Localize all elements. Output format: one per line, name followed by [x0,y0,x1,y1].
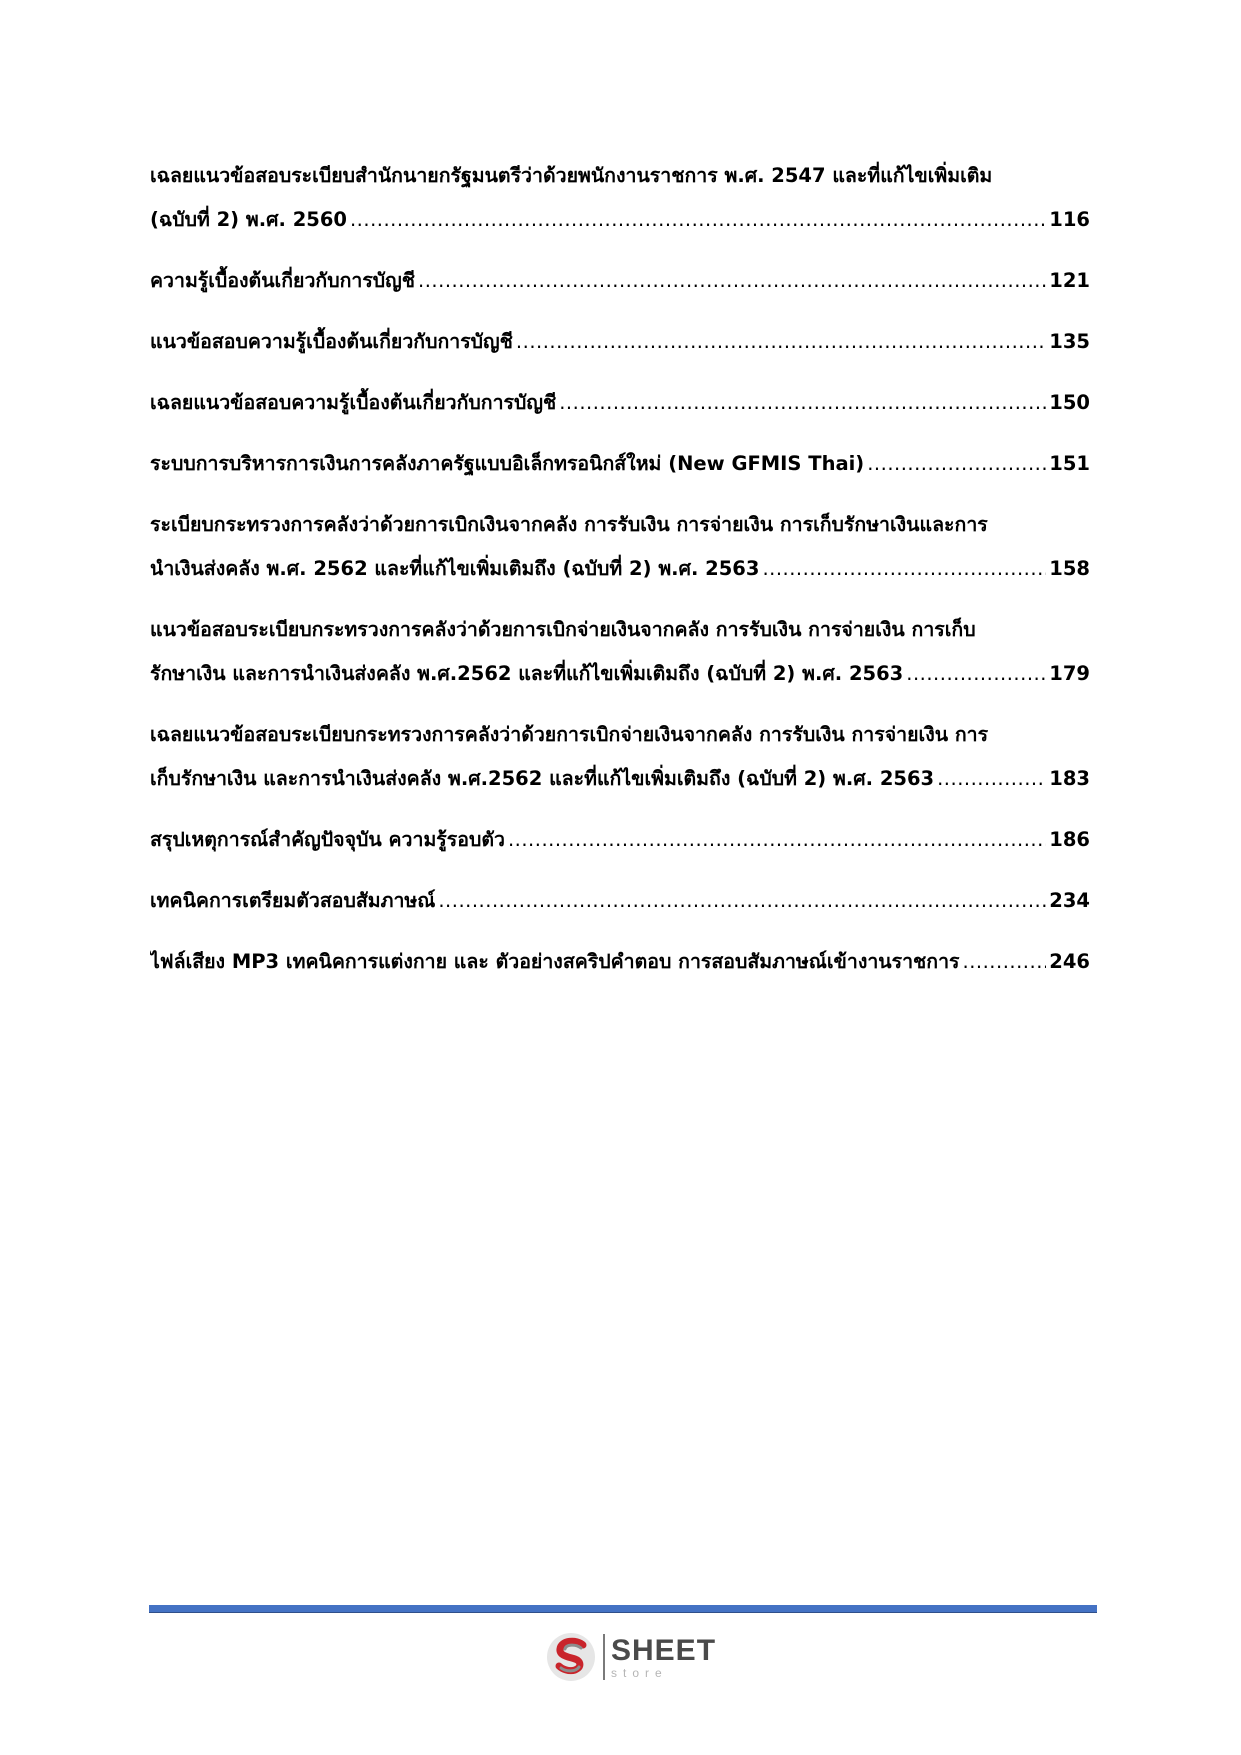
toc-entry-last-line [150,547,1090,591]
footer-divider [149,1605,1097,1613]
toc-entry-last-line [150,381,1090,425]
toc-entry-title: แนวข้อสอบความรู้เบื้องต้นเกี่ยวกับการบัญชี [150,330,513,353]
toc-entry-title: สรุปเหตุการณ์สำคัญปัจจุบัน ความรู้รอบตัว [150,828,505,851]
dot-leader [559,381,1046,425]
sheet-store-s-icon [545,1631,597,1683]
toc-entry-last-line [150,652,1090,696]
toc-entry[interactable] [150,381,1090,425]
dot-leader [418,259,1046,303]
toc-entry-title: เฉลยแนวข้อสอบความรู้เบื้องต้นเกี่ยวกับการบัญชี [150,391,557,414]
toc-entry[interactable] [150,442,1090,486]
toc-page-number: 121 [1049,269,1090,292]
dot-leader [438,879,1046,923]
toc-entry-title: ระบบการบริหารการเงินการคลังภาครัฐแบบอิเล็กทรอนิกส์ใหม่ (New GFMIS Thai) [150,452,865,475]
toc-entry-last-line [150,879,1090,923]
toc-entry[interactable] [150,940,1090,984]
toc-page-number: 234 [1049,889,1090,912]
dot-leader [762,547,1046,591]
logo-divider [603,1634,605,1680]
toc-entry-last-line [150,320,1090,364]
toc-page-number: 186 [1049,828,1090,851]
toc-entry[interactable] [150,879,1090,923]
toc-entry[interactable] [150,320,1090,364]
dot-leader [937,757,1046,801]
toc-entry-last-line [150,442,1090,486]
toc-page-number: 135 [1049,330,1090,353]
toc-entry-title: นำเงินส่งคลัง พ.ศ. 2562 และที่แก้ไขเพิ่มเติมถึง (ฉบับที่ 2) พ.ศ. 2563 [150,557,760,580]
dot-leader [867,442,1046,486]
toc-entry-title-line: ระเบียบกระทรวงการคลังว่าด้วยการเบิกเงินจากคลัง การรับเงิน การจ่ายเงิน การเก็บรักษาเงินและการ [150,513,988,536]
toc-entry-title-line: แนวข้อสอบระเบียบกระทรวงการคลังว่าด้วยการเบิกจ่ายเงินจากคลัง การรับเงิน การจ่ายเงิน การเก็บ [150,618,976,641]
toc-entry[interactable] [150,818,1090,862]
dot-leader [350,198,1046,242]
toc-entry-last-line [150,757,1090,801]
toc-entry-last-line [150,818,1090,862]
toc-page-number: 246 [1049,950,1090,973]
logo-wordmark: SHEET [611,1633,717,1667]
toc-entry[interactable] [150,608,1090,696]
dot-leader [963,940,1047,984]
toc-entry[interactable] [150,259,1090,303]
toc-page-number: 158 [1049,557,1090,580]
dot-leader [508,818,1046,862]
logo-text [611,1633,717,1680]
table-of-contents [150,154,1090,1001]
sheet-store-logo [545,1628,716,1686]
toc-entry-title: เก็บรักษาเงิน และการนำเงินส่งคลัง พ.ศ.2562 และที่แก้ไขเพิ่มเติมถึง (ฉบับที่ 2) พ.ศ. 2563 [150,767,935,790]
toc-entry-last-line [150,940,1090,984]
toc-page-number: 179 [1049,662,1090,685]
toc-entry-title: รักษาเงิน และการนำเงินส่งคลัง พ.ศ.2562 และที่แก้ไขเพิ่มเติมถึง (ฉบับที่ 2) พ.ศ. 2563 [150,662,904,685]
toc-entry-last-line [150,259,1090,303]
toc-entry-last-line [150,198,1090,242]
toc-entry[interactable] [150,503,1090,591]
toc-page-number: 150 [1049,391,1090,414]
toc-entry-title: เทคนิคการเตรียมตัวสอบสัมภาษณ์ [150,889,436,912]
toc-page-number: 151 [1049,452,1090,475]
toc-entry[interactable] [150,154,1090,242]
toc-entry-title-line: เฉลยแนวข้อสอบระเบียบกระทรวงการคลังว่าด้วยการเบิกจ่ายเงินจากคลัง การรับเงิน การจ่ายเงิน การ [150,723,989,746]
logo-subtitle: store [611,1665,668,1680]
toc-entry-title: ไฟล์เสียง MP3 เทคนิคการแต่งกาย และ ตัวอย่างสคริปคำตอบ การสอบสัมภาษณ์เข้างานราชการ [150,950,960,973]
dot-leader [516,320,1046,364]
toc-entry-title: (ฉบับที่ 2) พ.ศ. 2560 [150,208,347,231]
toc-entry-title: ความรู้เบื้องต้นเกี่ยวกับการบัญชี [150,269,416,292]
toc-entry[interactable] [150,713,1090,801]
dot-leader [906,652,1046,696]
toc-page-number: 116 [1049,208,1090,231]
toc-page-number: 183 [1049,767,1090,790]
toc-entry-title-line: เฉลยแนวข้อสอบระเบียบสำนักนายกรัฐมนตรีว่าด้วยพนักงานราชการ พ.ศ. 2547 และที่แก้ไขเพิ่มเติม [150,164,993,187]
